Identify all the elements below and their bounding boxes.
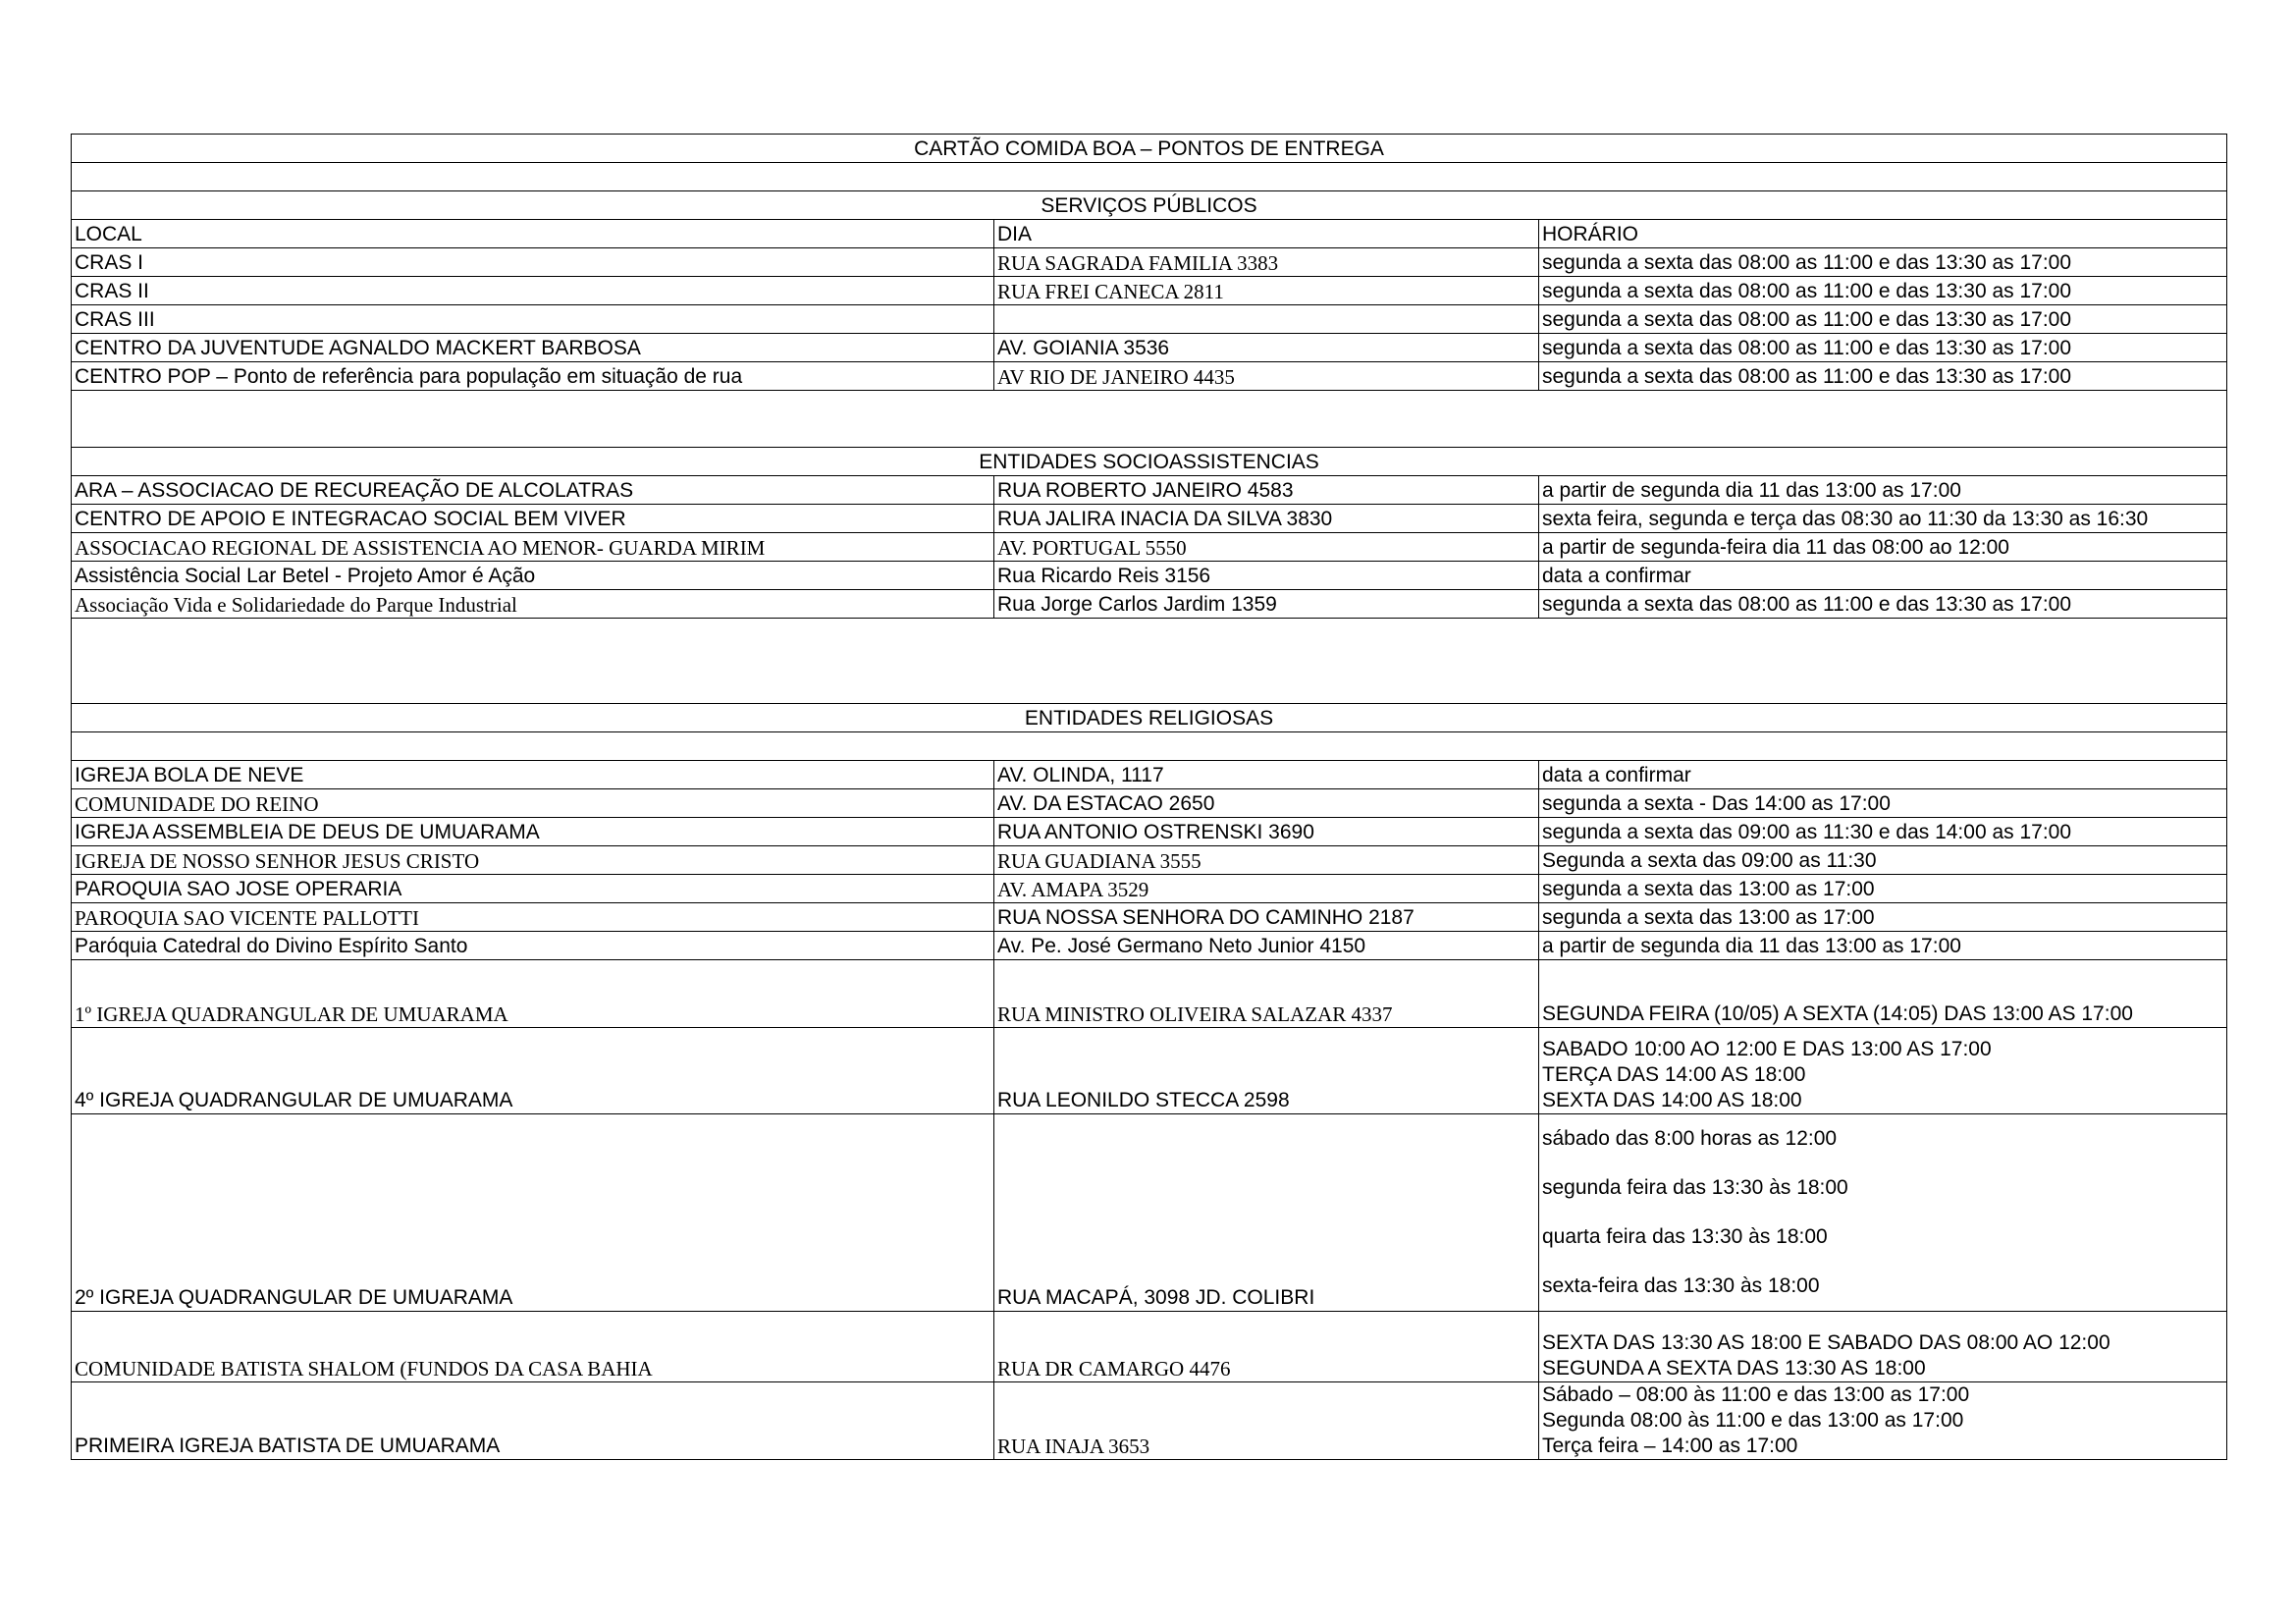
table-row <box>72 1382 2227 1460</box>
horario-line: SABADO 10:00 AO 12:00 E DAS 13:00 AS 17:00 <box>1542 1038 1992 1060</box>
row-horario: sexta feira, segunda e terça das 08:30 ao 11:30 da 13:30 as 16:30 <box>1539 505 2227 533</box>
row-dia: RUA MINISTRO OLIVEIRA SALAZAR 4337 <box>994 960 1539 1028</box>
row-horario: segunda a sexta das 08:00 as 11:00 e das 13:30 as 17:00 <box>1539 305 2227 334</box>
row-horario: SEGUNDA FEIRA (10/05) A SEXTA (14:05) DAS 13:00 AS 17:00 <box>1539 960 2227 1028</box>
column-header-row <box>72 220 2227 248</box>
row-horario: segunda a sexta - Das 14:00 as 17:00 <box>1539 789 2227 818</box>
table-row <box>72 248 2227 277</box>
row-local: IGREJA DE NOSSO SENHOR JESUS CRISTO <box>72 846 994 875</box>
row-dia: AV. GOIANIA 3536 <box>994 334 1539 362</box>
column-header-dia: DIA <box>994 220 1539 248</box>
table-row <box>72 761 2227 789</box>
table-row <box>72 334 2227 362</box>
row-local: IGREJA BOLA DE NEVE <box>72 761 994 789</box>
table-row <box>72 1028 2227 1114</box>
table-row <box>72 277 2227 305</box>
empty-row <box>72 732 2227 761</box>
row-local: CENTRO DA JUVENTUDE AGNALDO MACKERT BARBOSA <box>72 334 994 362</box>
row-local: PAROQUIA SAO JOSE OPERARIA <box>72 875 994 903</box>
row-local: 2º IGREJA QUADRANGULAR DE UMUARAMA <box>72 1114 994 1312</box>
horario-line: Sábado – 08:00 às 11:00 e das 13:00 as 17:00 <box>1542 1383 1970 1406</box>
row-horario: segunda a sexta das 08:00 as 11:00 e das 13:30 as 17:00 <box>1539 362 2227 391</box>
row-horario <box>1539 1028 2227 1114</box>
row-local: ASSOCIACAO REGIONAL DE ASSISTENCIA AO MENOR- GUARDA MIRIM <box>72 533 994 562</box>
row-local: CENTRO POP – Ponto de referência para população em situação de rua <box>72 362 994 391</box>
row-horario: segunda a sexta das 13:00 as 17:00 <box>1539 903 2227 932</box>
row-dia: RUA JALIRA INACIA DA SILVA 3830 <box>994 505 1539 533</box>
row-horario: segunda a sexta das 08:00 as 11:00 e das 13:30 as 17:00 <box>1539 248 2227 277</box>
row-dia: Av. Pe. José Germano Neto Junior 4150 <box>994 932 1539 960</box>
row-dia: Rua Jorge Carlos Jardim 1359 <box>994 590 1539 619</box>
row-dia: AV. PORTUGAL 5550 <box>994 533 1539 562</box>
column-header-local: LOCAL <box>72 220 994 248</box>
row-horario: segunda a sexta das 08:00 as 11:00 e das 13:30 as 17:00 <box>1539 334 2227 362</box>
horario-line: segunda feira das 13:30 às 18:00 <box>1542 1176 1848 1199</box>
row-horario <box>1539 1312 2227 1382</box>
horario-line: SEGUNDA A SEXTA DAS 13:30 AS 18:00 <box>1542 1357 1926 1380</box>
horario-line: sábado das 8:00 horas as 12:00 <box>1542 1127 1838 1150</box>
row-horario: segunda a sexta das 13:00 as 17:00 <box>1539 875 2227 903</box>
table-row <box>72 305 2227 334</box>
row-horario: data a confirmar <box>1539 761 2227 789</box>
row-dia: RUA DR CAMARGO 4476 <box>994 1312 1539 1382</box>
table-row <box>72 476 2227 505</box>
row-dia: AV RIO DE JANEIRO 4435 <box>994 362 1539 391</box>
table-row <box>72 846 2227 875</box>
row-local: COMUNIDADE BATISTA SHALOM (FUNDOS DA CASA BAHIA <box>72 1312 994 1382</box>
table-row <box>72 1312 2227 1382</box>
row-dia: RUA NOSSA SENHORA DO CAMINHO 2187 <box>994 903 1539 932</box>
row-horario: a partir de segunda dia 11 das 13:00 as 17:00 <box>1539 476 2227 505</box>
row-dia: RUA SAGRADA FAMILIA 3383 <box>994 248 1539 277</box>
row-horario: data a confirmar <box>1539 562 2227 590</box>
row-horario <box>1539 1114 2227 1312</box>
section-heading-religiosas: ENTIDADES RELIGIOSAS <box>72 704 2227 732</box>
row-horario: segunda a sexta das 09:00 as 11:30 e das 14:00 as 17:00 <box>1539 818 2227 846</box>
horario-line: SEXTA DAS 14:00 AS 18:00 <box>1542 1089 1802 1111</box>
row-local: PAROQUIA SAO VICENTE PALLOTTI <box>72 903 994 932</box>
column-header-horario: HORÁRIO <box>1539 220 2227 248</box>
row-local: ARA – ASSOCIACAO DE RECUREAÇÃO DE ALCOLATRAS <box>72 476 994 505</box>
row-horario: a partir de segunda dia 11 das 13:00 as 17:00 <box>1539 932 2227 960</box>
delivery-points-table <box>71 134 2227 1460</box>
empty-row <box>72 163 2227 191</box>
row-horario: a partir de segunda-feira dia 11 das 08:00 ao 12:00 <box>1539 533 2227 562</box>
horario-line: Terça feira – 14:00 as 17:00 <box>1542 1435 1798 1457</box>
horario-line: Segunda 08:00 às 11:00 e das 13:00 as 17:00 <box>1542 1409 1964 1432</box>
row-local: CRAS III <box>72 305 994 334</box>
row-dia: RUA ANTONIO OSTRENSKI 3690 <box>994 818 1539 846</box>
row-dia: RUA MACAPÁ, 3098 JD. COLIBRI <box>994 1114 1539 1312</box>
row-local: 1º IGREJA QUADRANGULAR DE UMUARAMA <box>72 960 994 1028</box>
row-local: Paróquia Catedral do Divino Espírito Santo <box>72 932 994 960</box>
row-local: CRAS II <box>72 277 994 305</box>
row-dia: RUA ROBERTO JANEIRO 4583 <box>994 476 1539 505</box>
row-horario <box>1539 1382 2227 1460</box>
row-local: PRIMEIRA IGREJA BATISTA DE UMUARAMA <box>72 1382 994 1460</box>
row-local: 4º IGREJA QUADRANGULAR DE UMUARAMA <box>72 1028 994 1114</box>
document-title: CARTÃO COMIDA BOA – PONTOS DE ENTREGA <box>72 135 2227 163</box>
table-row <box>72 903 2227 932</box>
row-local: Associação Vida e Solidariedade do Parque Industrial <box>72 590 994 619</box>
row-dia: RUA INAJA 3653 <box>994 1382 1539 1460</box>
row-local: COMUNIDADE DO REINO <box>72 789 994 818</box>
table-row <box>72 932 2227 960</box>
row-dia: AV. DA ESTACAO 2650 <box>994 789 1539 818</box>
table-row <box>72 562 2227 590</box>
row-horario: segunda a sexta das 08:00 as 11:00 e das 13:30 as 17:00 <box>1539 590 2227 619</box>
table-row <box>72 362 2227 391</box>
section-heading-servicos: SERVIÇOS PÚBLICOS <box>72 191 2227 220</box>
empty-row <box>72 391 2227 448</box>
table-row <box>72 960 2227 1028</box>
empty-row <box>72 619 2227 704</box>
row-local: CRAS I <box>72 248 994 277</box>
horario-line: sexta-feira das 13:30 às 18:00 <box>1542 1274 1820 1297</box>
table-row <box>72 875 2227 903</box>
row-dia: AV. AMAPA 3529 <box>994 875 1539 903</box>
row-local: IGREJA ASSEMBLEIA DE DEUS DE UMUARAMA <box>72 818 994 846</box>
row-dia <box>994 305 1539 334</box>
table-row <box>72 505 2227 533</box>
table-row <box>72 533 2227 562</box>
row-dia: RUA LEONILDO STECCA 2598 <box>994 1028 1539 1114</box>
table-row <box>72 1114 2227 1312</box>
row-horario: segunda a sexta das 08:00 as 11:00 e das 13:30 as 17:00 <box>1539 277 2227 305</box>
table-row <box>72 818 2227 846</box>
row-dia: Rua Ricardo Reis 3156 <box>994 562 1539 590</box>
row-local: Assistência Social Lar Betel - Projeto Amor é Ação <box>72 562 994 590</box>
table-row <box>72 590 2227 619</box>
row-horario: Segunda a sexta das 09:00 as 11:30 <box>1539 846 2227 875</box>
horario-line: quarta feira das 13:30 às 18:00 <box>1542 1225 1828 1248</box>
row-local: CENTRO DE APOIO E INTEGRACAO SOCIAL BEM VIVER <box>72 505 994 533</box>
row-dia: RUA FREI CANECA 2811 <box>994 277 1539 305</box>
horario-line: TERÇA DAS 14:00 AS 18:00 <box>1542 1063 1806 1086</box>
section-heading-socio: ENTIDADES SOCIOASSISTENCIAS <box>72 448 2227 476</box>
row-dia: RUA GUADIANA 3555 <box>994 846 1539 875</box>
row-dia: AV. OLINDA, 1117 <box>994 761 1539 789</box>
horario-line: SEXTA DAS 13:30 AS 18:00 E SABADO DAS 08:00 AO 12:00 <box>1542 1331 2110 1354</box>
table-row <box>72 789 2227 818</box>
